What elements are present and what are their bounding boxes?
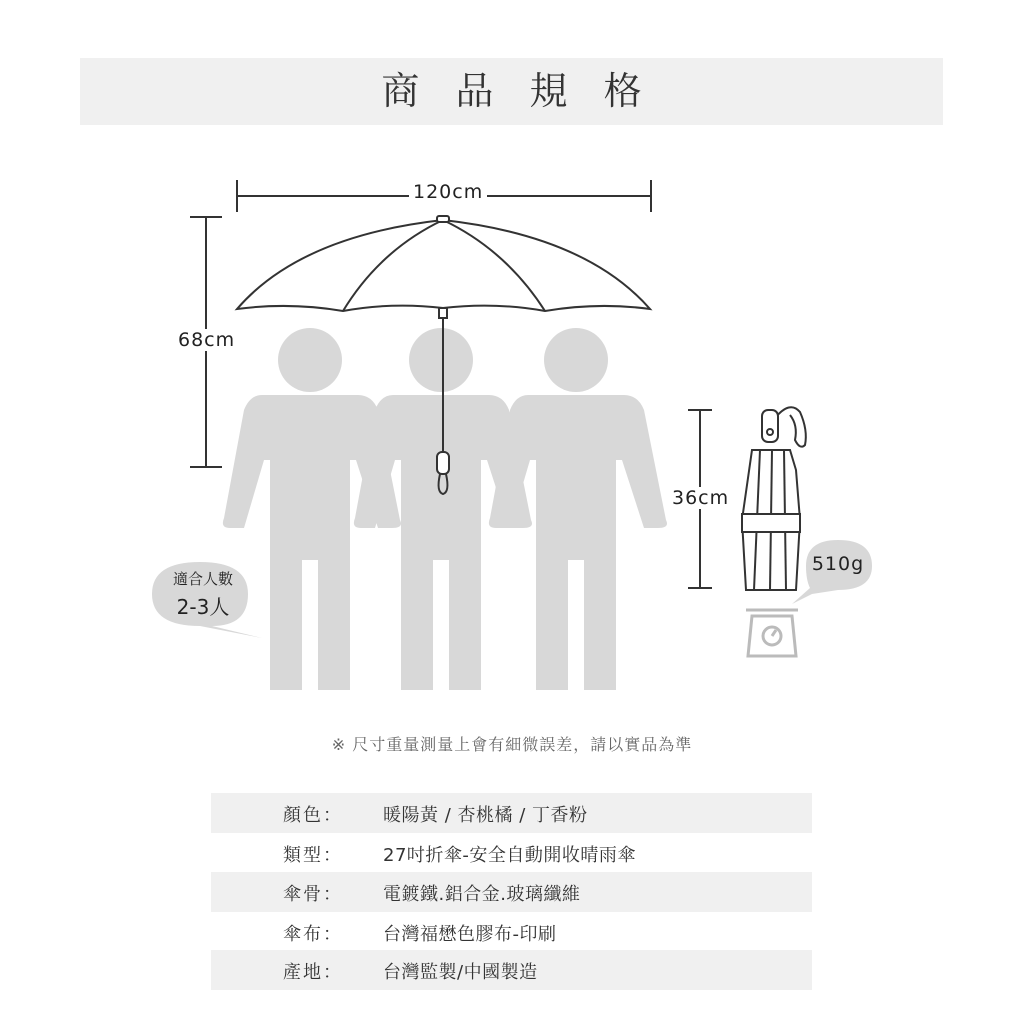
folded-length-label: 36cm: [668, 487, 733, 509]
spec-key: 傘布：: [283, 924, 343, 945]
people-bubble-text: [158, 568, 248, 620]
people-bubble-count: 2-3人: [176, 595, 230, 619]
spec-key: 產地：: [283, 962, 343, 983]
folded-umbrella: [742, 407, 806, 590]
width-label: 120cm: [409, 181, 487, 203]
spec-row: [211, 950, 812, 990]
spec-key: 顏色：: [283, 805, 343, 826]
spec-row: [211, 793, 812, 833]
page-title: 商 品 規 格: [381, 69, 654, 113]
spec-value: 暖陽黃 / 杏桃橘 / 丁香粉: [383, 805, 588, 826]
people-bubble-caption: 適合人數: [172, 570, 233, 588]
spec-row: [211, 912, 812, 952]
weight-label: 510g: [811, 553, 865, 575]
height-label: 68cm: [174, 329, 239, 351]
spec-row: [211, 833, 812, 873]
spec-value: 台灣監製/中國製造: [383, 962, 538, 983]
person-silhouette: [489, 328, 667, 690]
spec-row: [211, 872, 812, 912]
spec-key: 傘骨：: [283, 884, 343, 905]
spec-value: 27吋折傘-安全自動開收晴雨傘: [383, 845, 636, 866]
spec-key: 類型：: [283, 845, 343, 866]
spec-value: 電鍍鐵.鋁合金.玻璃纖維: [383, 884, 581, 905]
scale-icon: [746, 610, 798, 656]
spec-value: 台灣福懋色膠布-印刷: [383, 924, 557, 945]
measurement-note: ※ 尺寸重量測量上會有細微誤差，請以實品為準: [331, 735, 693, 754]
people-silhouettes: [223, 328, 667, 690]
